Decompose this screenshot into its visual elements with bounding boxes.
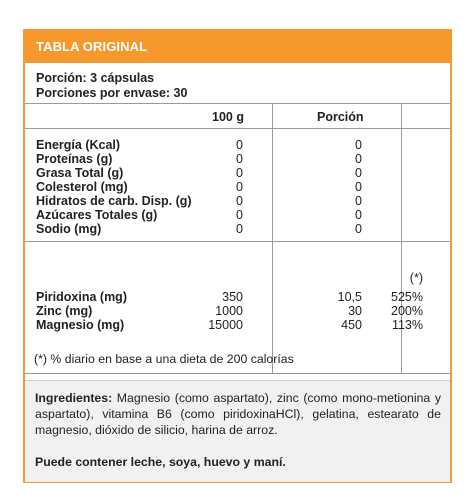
- mineral-name: Zinc (mg): [36, 304, 93, 318]
- mineral-per100: 1000: [215, 304, 243, 318]
- mineral-per100: 15000: [208, 318, 243, 332]
- ingredients-section: [25, 380, 450, 482]
- mineral-name: Piridoxina (mg): [36, 290, 127, 304]
- daily-value-footnote: (*) % diario en base a una dieta de 200 calorías: [34, 352, 294, 366]
- divider: [25, 103, 450, 104]
- table-title: TABLA ORIGINAL: [36, 39, 148, 54]
- nutrient-name: Energía (Kcal): [36, 138, 121, 152]
- nutrient-portion: 0: [355, 138, 362, 152]
- mineral-portion: 30: [348, 304, 362, 318]
- nutrient-per100: 0: [236, 194, 243, 208]
- column-header-100g: 100 g: [212, 110, 244, 124]
- nutrient-per100: 0: [236, 180, 243, 194]
- nutrient-portion: 0: [355, 222, 362, 236]
- nutrient-per100: 0: [236, 208, 243, 222]
- nutrient-per100: 0: [236, 138, 243, 152]
- nutrient-portion: 0: [355, 194, 362, 208]
- column-divider-2: [401, 103, 402, 373]
- ingredients-label: Ingredientes:: [35, 391, 113, 405]
- ingredients-text: [35, 390, 441, 438]
- table-header: [25, 31, 450, 63]
- divider: [25, 128, 450, 129]
- column-divider-1: [272, 103, 273, 373]
- mineral-daily-value: 113%: [391, 318, 423, 332]
- mineral-portion: 10,5: [337, 290, 362, 304]
- nutrient-name: Proteínas (g): [36, 152, 113, 166]
- nutrition-table: [23, 29, 452, 483]
- servings-per-container: Porciones por envase: 30: [36, 86, 188, 100]
- daily-value-marker: (*): [409, 271, 423, 285]
- mineral-per100: 350: [222, 290, 243, 304]
- mineral-daily-value: 525%: [391, 290, 423, 304]
- nutrient-name: Azúcares Totales (g): [36, 208, 158, 222]
- column-header-portion: Porción: [317, 110, 364, 124]
- nutrient-name: Sodio (mg): [36, 222, 102, 236]
- mineral-daily-value: 200%: [391, 304, 423, 318]
- nutrient-per100: 0: [236, 166, 243, 180]
- divider: [25, 373, 450, 374]
- nutrient-per100: 0: [236, 222, 243, 236]
- nutrient-name: Hidratos de carb. Disp. (g): [36, 194, 192, 208]
- nutrient-portion: 0: [355, 208, 362, 222]
- ingredients-list: Magnesio (como aspartato), zinc (como mono-metionina y aspartato), vitamina B6 (como piridoxinaHCl), gelatina, estearato de magnesio, dióxido de silicio, harina de arroz.: [35, 391, 441, 437]
- allergen-warning: Puede contener leche, soya, huevo y maní.: [35, 455, 286, 469]
- nutrient-portion: 0: [355, 180, 362, 194]
- mineral-name: Magnesio (mg): [36, 318, 125, 332]
- nutrient-per100: 0: [236, 152, 243, 166]
- portion-size: Porción: 3 cápsulas: [36, 71, 155, 85]
- nutrient-portion: 0: [355, 152, 362, 166]
- divider: [25, 241, 450, 242]
- mineral-portion: 450: [341, 318, 362, 332]
- nutrient-portion: 0: [355, 166, 362, 180]
- nutrient-name: Grasa Total (g): [36, 166, 124, 180]
- nutrient-name: Colesterol (mg): [36, 180, 128, 194]
